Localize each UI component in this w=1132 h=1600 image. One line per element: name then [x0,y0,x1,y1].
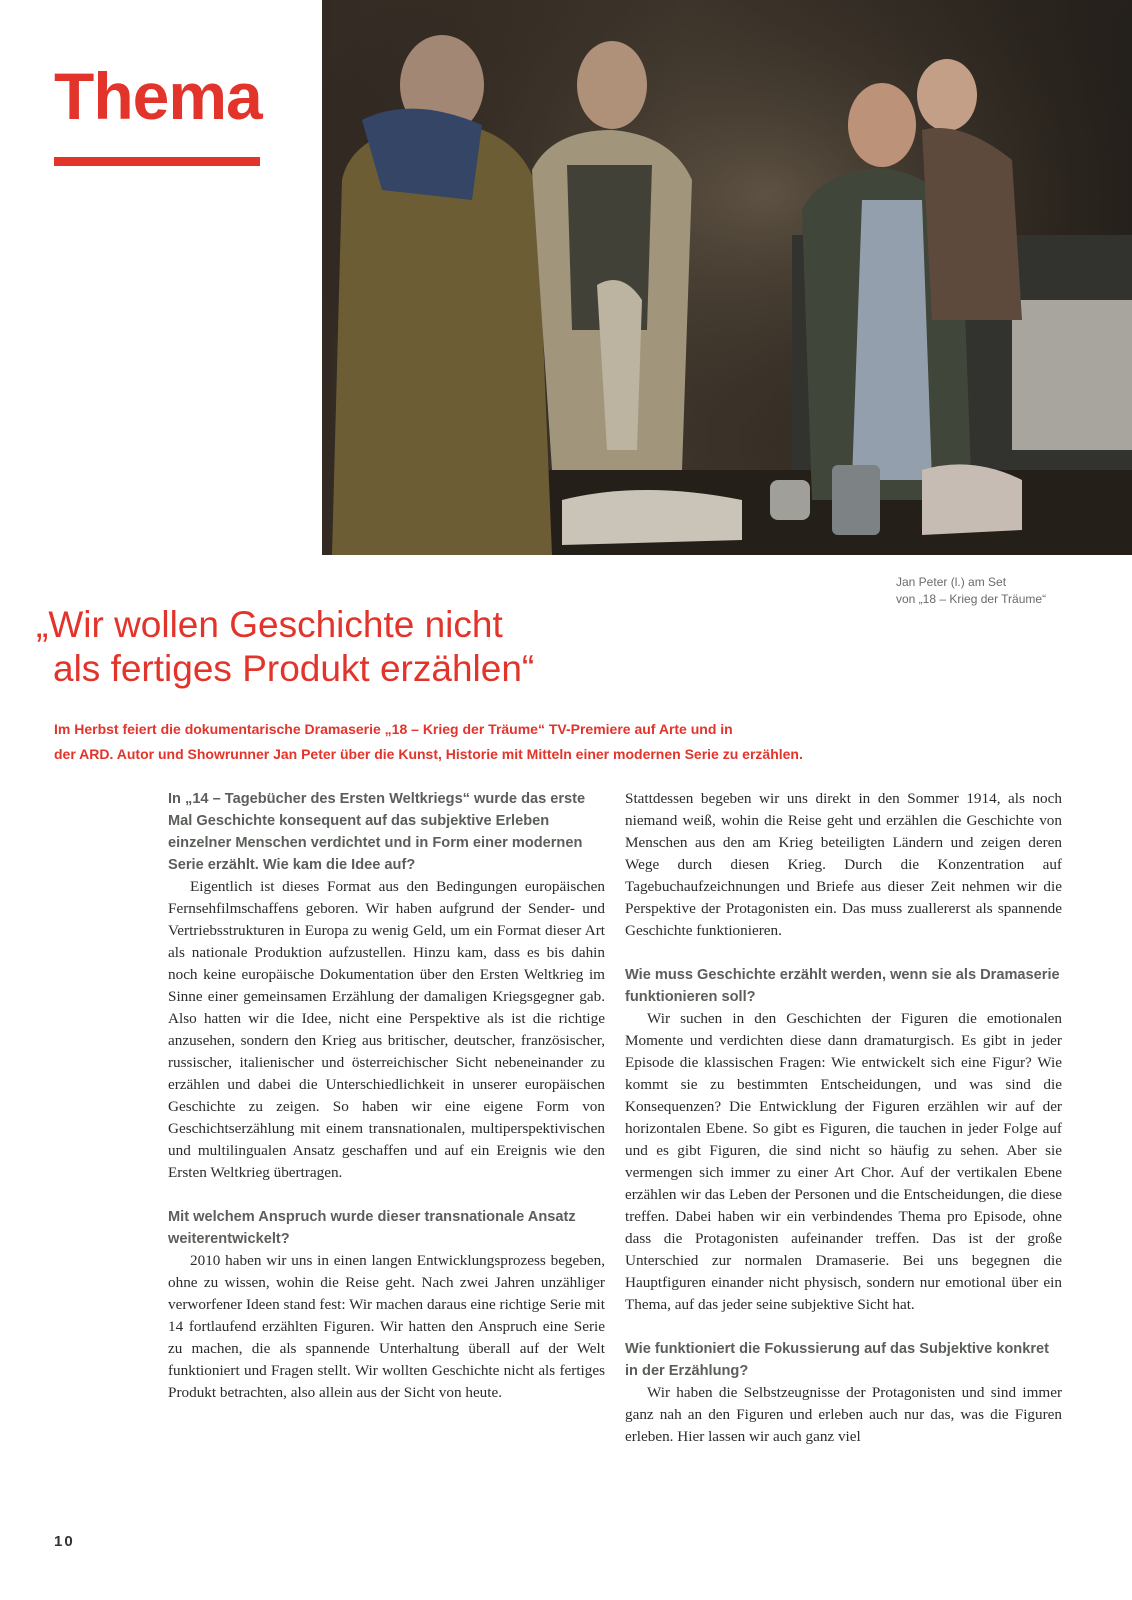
interview-question: Mit welchem Anspruch wurde dieser transnationale Ansatz weiterentwickelt? [168,1209,576,1247]
section-label: Thema [54,59,262,133]
interview-question: Wie funktioniert die Fokussierung auf das Subjektive konkret in der Erzählung? [625,1341,1049,1379]
interview-answer: Wir haben die Selbstzeugnisse der Protagonisten und sind immer ganz nah an den Figuren und erleben auch nur das, was die Figuren erleben. Hier lassen wir auch ganz viel [625,1384,1062,1445]
paragraph-gap [625,1316,1062,1338]
section-rule [54,157,260,166]
interview-answer: 2010 haben wir uns in einen langen Entwicklungsprozess begeben, ohne zu wissen, wohin die Reise geht. Nach zwei Jahren unzähliger verworfener Ideen stand fest: Wir machen daraus eine richtige Serie mit 14 fortlaufend erzählten Figuren. Wir hatten den Anspruch eine Serie zu machen, die als spannende Unterhaltung überall auf der Welt funktioniert und Fragen stellt. Wir wollten Geschichte nicht als fertiges Produkt betrachten, also allein aus der Sicht von heute. [168,1252,605,1401]
lede-line: der ARD. Autor und Showrunner Jan Peter über die Kunst, Historie mit Mitteln einer modernen Serie zu erzählen. [54,746,803,762]
interview-question: In „14 – Tagebücher des Ersten Weltkriegs“ wurde das erste Mal Geschichte konsequent auf das subjektive Erleben einzelner Menschen verdichtet und in Form einer modernen Serie erzählt. Wie kam die Idee auf? [168,791,586,873]
text-column-left [168,788,605,1404]
paragraph-gap [168,1184,605,1206]
page-number: 10 [54,1533,75,1550]
headline-line: „Wir wollen Geschichte nicht [36,604,503,645]
text-column-right [625,788,1062,1448]
interview-question: Wie muss Geschichte erzählt werden, wenn sie als Dramaserie funktionieren soll? [625,967,1060,1005]
paragraph-gap [625,942,1062,964]
lede-line: Im Herbst feiert die dokumentarische Dramaserie „18 – Krieg der Träume“ TV-Premiere auf Arte und in [54,721,733,737]
article-photo [322,0,1132,555]
caption-line: von „18 – Krieg der Träume“ [896,592,1047,606]
interview-answer-continued: Stattdessen begeben wir uns direkt in den Sommer 1914, als noch niemand weiß, wohin die Reise geht und erzählen die Geschichte von Menschen aus den am Krieg beteiligten Ländern und zeigen deren Wege durch diesen Krieg. Durch die Konzentration auf Tagebuchaufzeichnungen und Briefe aus dieser Zeit nehmen wir die Perspektive der Protagonisten ein. Das muss zuallererst als spannende Geschichte funktionieren. [625,790,1062,939]
photo-caption [896,574,1096,608]
photo-illustration [322,0,1132,555]
interview-answer: Wir suchen in den Geschichten der Figuren die emotionalen Momente und verdichten diese dann dramaturgisch. Es gibt in jeder Episode die klassischen Fragen: Wie entwickelt sich eine Figur? Wie kommt sie zu bestimmten Entscheidungen, und was sind die Konsequenzen? Die Entwicklung der Figuren erzählen wir auf der horizontalen Ebene. So gibt es Figuren, die tauchen in jeder Folge auf und es gibt Figuren, die sind nicht so häufig zu sehen. Aber sie vermengen sich immer zu einer Art Chor. Auf der vertikalen Ebene erzählen wir das Leben der Personen und die Entscheidungen, die diese treffen. Dabei haben wir ein verbindendes Thema pro Episode, ohne dass die Protagonisten aufeinander treffen. Das ist der große Unterschied zur normalen Dramaserie. Bei uns begegnen die Hauptfiguren einander nicht physisch, sondern nur emotional über ein Thema, auf das jeder seine subjektive Sicht hat. [625,1010,1062,1313]
caption-line: Jan Peter (l.) am Set [896,575,1007,589]
headline-line: als fertiges Produkt erzählen“ [53,648,535,689]
article-lede [54,717,914,767]
interview-answer: Eigentlich ist dieses Format aus den Bedingungen europäischen Fernsehfilmschaffens geboren. Wir haben aufgrund der Sender- und Vertriebsstrukturen in Europa zu wenig Geld, um ein Format dieser Art als nationale Produktion aufzustellen. Hinzu kam, dass es bis dahin noch keine europäische Dokumentation über den Ersten Weltkrieg im Sinne einer gemeinsamen Erzählung der damaligen Kriegsgegner gab. Also hatten wir die Idee, nicht eine Perspektive als ist die richtige anzusehen, sondern den Krieg aus britischer, deutscher, französischer, russischer, italienischer und österreichischer Sicht nebeneinander zu erzählen und dabei die Unterschiedlichkeit in unserer europäischen Geschichte zu zeigen. So haben wir eine eigene Form von Geschichtserzählung mit einem transnationalen, multiperspektivischen und multilingualen Ansatz geschaffen und auf ein Ereignis wie den Ersten Weltkrieg übertragen. [168,878,605,1181]
article-headline [36,603,796,691]
